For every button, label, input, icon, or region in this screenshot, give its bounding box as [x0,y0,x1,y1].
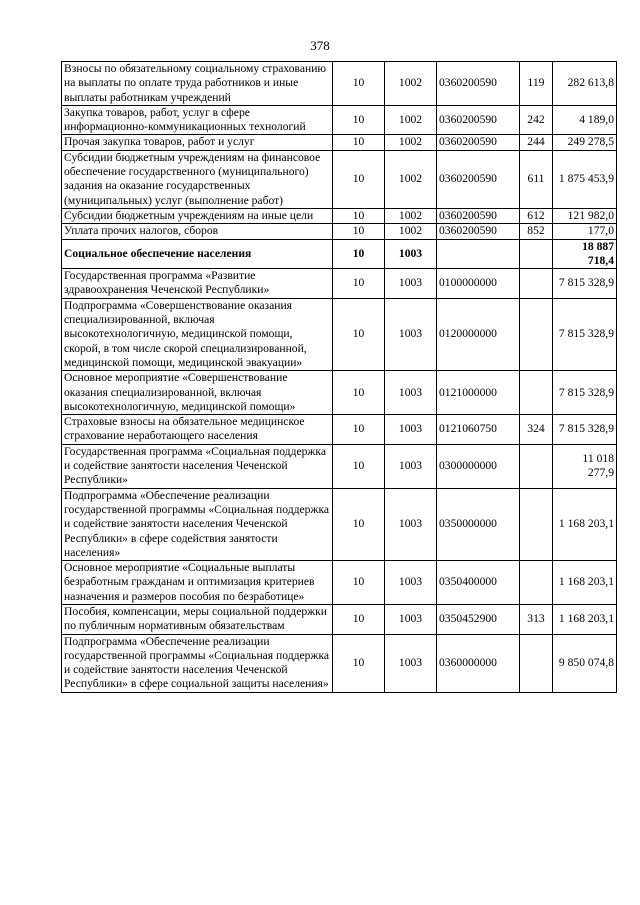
row-subsection: 1003 [385,269,437,299]
row-expense-type: 244 [520,135,553,150]
row-target-code: 0360200590 [437,224,520,239]
row-name: Государственная программа «Социальная поддержка и содействие занятости населения Чеченской Республики» [62,444,333,488]
row-expense-type: 313 [520,604,553,634]
row-expense-type [520,561,553,605]
row-subsection: 1002 [385,224,437,239]
row-amount: 1 168 203,1 [553,488,617,560]
table-row [62,634,617,692]
row-section: 10 [333,371,385,415]
row-section: 10 [333,634,385,692]
row-section: 10 [333,105,385,135]
row-target-code: 0360000000 [437,634,520,692]
row-section: 10 [333,444,385,488]
row-subsection: 1003 [385,371,437,415]
row-section: 10 [333,561,385,605]
table-row [62,135,617,150]
row-subsection: 1003 [385,488,437,560]
row-subsection: 1003 [385,444,437,488]
row-amount: 4 189,0 [553,105,617,135]
row-name: Пособия, компенсации, меры социальной поддержки по публичным нормативным обязательствам [62,604,333,634]
table-row [62,488,617,560]
row-subsection: 1003 [385,634,437,692]
row-expense-type [520,634,553,692]
row-expense-type: 242 [520,105,553,135]
row-amount: 7 815 328,9 [553,298,617,370]
row-name: Основное мероприятие «Совершенствование оказания специализированной, включая высокотехнологичную, медицинской помощи» [62,371,333,415]
table-body [62,62,617,693]
table-row [62,371,617,415]
row-subsection: 1002 [385,150,437,208]
table-row [62,298,617,370]
budget-table [61,61,617,693]
row-subsection: 1003 [385,604,437,634]
row-subsection: 1003 [385,239,437,269]
row-name: Подпрограмма «Обеспечение реализации государственной программы «Социальная поддержка и содействие занятости населения Чеченской Республики» в сфере содействия занятости населения» [62,488,333,560]
row-target-code [437,239,520,269]
row-target-code: 0100000000 [437,269,520,299]
row-name: Взносы по обязательному социальному страхованию на выплаты по оплате труда работников и иные выплаты работникам учреждений [62,62,333,106]
row-amount: 1 875 453,9 [553,150,617,208]
row-subsection: 1002 [385,135,437,150]
row-amount: 1 168 203,1 [553,561,617,605]
row-target-code: 0300000000 [437,444,520,488]
row-section: 10 [333,62,385,106]
row-amount: 7 815 328,9 [553,415,617,445]
row-amount: 9 850 074,8 [553,634,617,692]
page-number: 378 [310,38,330,53]
row-amount: 11 018 277,9 [553,444,617,488]
row-subsection: 1003 [385,298,437,370]
row-amount: 18 887 718,4 [553,239,617,269]
row-target-code: 0360200590 [437,208,520,223]
row-section: 10 [333,150,385,208]
row-target-code: 0350400000 [437,561,520,605]
row-subsection: 1002 [385,62,437,106]
row-expense-type: 119 [520,62,553,106]
row-target-code: 0360200590 [437,105,520,135]
row-expense-type: 852 [520,224,553,239]
table-row [62,224,617,239]
row-section: 10 [333,415,385,445]
row-name: Субсидии бюджетным учреждениям на иные цели [62,208,333,223]
row-name: Страховые взносы на обязательное медицинское страхование неработающего населения [62,415,333,445]
row-expense-type: 324 [520,415,553,445]
row-target-code: 0350452900 [437,604,520,634]
row-expense-type [520,298,553,370]
table-row [62,239,617,269]
row-expense-type [520,371,553,415]
row-target-code: 0121060750 [437,415,520,445]
row-section: 10 [333,298,385,370]
row-target-code: 0360200590 [437,135,520,150]
row-subsection: 1003 [385,415,437,445]
row-expense-type [520,488,553,560]
row-target-code: 0120000000 [437,298,520,370]
row-amount: 121 982,0 [553,208,617,223]
row-section: 10 [333,604,385,634]
table-row [62,105,617,135]
row-expense-type: 611 [520,150,553,208]
row-amount: 249 278,5 [553,135,617,150]
row-expense-type [520,269,553,299]
table-row [62,415,617,445]
table-row [62,62,617,106]
row-amount: 282 613,8 [553,62,617,106]
table-row [62,561,617,605]
row-section: 10 [333,488,385,560]
row-subsection: 1002 [385,208,437,223]
row-subsection: 1003 [385,561,437,605]
row-amount: 1 168 203,1 [553,604,617,634]
row-expense-type: 612 [520,208,553,223]
row-target-code: 0350000000 [437,488,520,560]
row-name: Основное мероприятие «Социальные выплаты безработным гражданам и оптимизация критериев назначения и размеров пособия по безработице» [62,561,333,605]
row-amount: 7 815 328,9 [553,371,617,415]
row-subsection: 1002 [385,105,437,135]
table-row [62,150,617,208]
row-expense-type [520,444,553,488]
row-section: 10 [333,224,385,239]
row-target-code: 0360200590 [437,62,520,106]
row-section: 10 [333,269,385,299]
row-name: Подпрограмма «Совершенствование оказания специализированной, включая высокотехнологичную, медицинской помощи, скорой, в том числе скорой специализированной, медицинской помощи, медицинской эвакуации» [62,298,333,370]
row-target-code: 0360200590 [437,150,520,208]
row-amount: 7 815 328,9 [553,269,617,299]
row-name: Социальное обеспечение населения [62,239,333,269]
row-name: Государственная программа «Развитие здравоохранения Чеченской Республики» [62,269,333,299]
row-section: 10 [333,208,385,223]
row-section: 10 [333,135,385,150]
table-row [62,208,617,223]
row-section: 10 [333,239,385,269]
row-name: Уплата прочих налогов, сборов [62,224,333,239]
row-name: Субсидии бюджетным учреждениям на финансовое обеспечение государственного (муниципального) задания на оказание государственных (муниципальных) услуг (выполнение работ) [62,150,333,208]
table-row [62,269,617,299]
row-name: Прочая закупка товаров, работ и услуг [62,135,333,150]
row-target-code: 0121000000 [437,371,520,415]
row-name: Подпрограмма «Обеспечение реализации государственной программы «Социальная поддержка и содействие занятости населения Чеченской Республики» в сфере социальной защиты населения» [62,634,333,692]
row-expense-type [520,239,553,269]
row-amount: 177,0 [553,224,617,239]
table-row [62,444,617,488]
table-row [62,604,617,634]
row-name: Закупка товаров, работ, услуг в сфере информационно-коммуникационных технологий [62,105,333,135]
